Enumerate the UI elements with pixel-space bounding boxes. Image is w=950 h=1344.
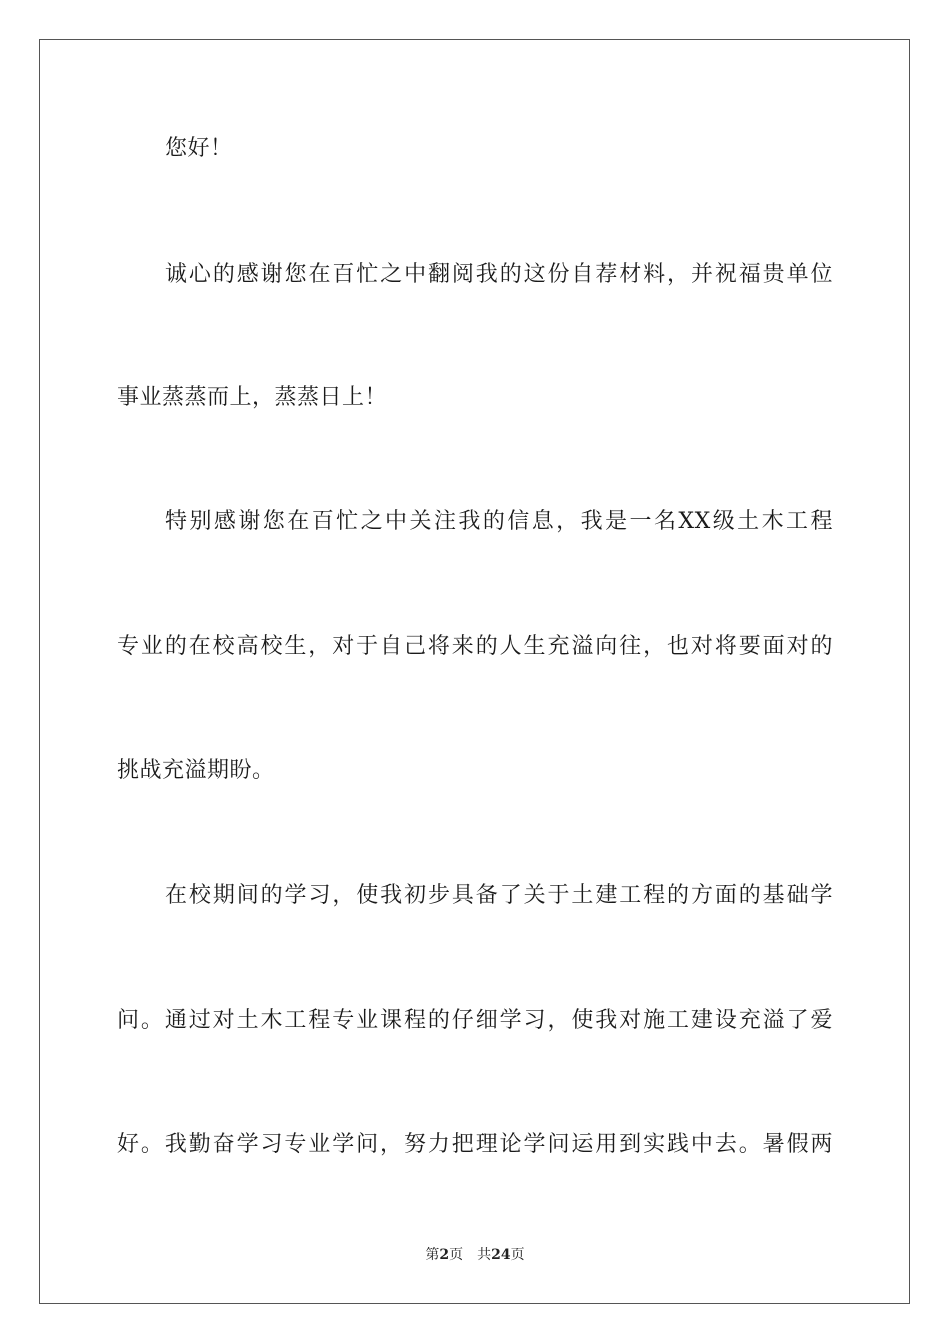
paragraph-2-line-3: 挑战充溢期盼。 [117,758,275,783]
paragraph-2-line-2: 专业的在校高校生，对于自己将来的人生充溢向往，也对将要面对的 [117,634,833,659]
paragraph-3-line-1: 在校期间的学习，使我初步具备了关于土建工程的方面的基础学 [165,883,833,908]
paragraph-3-line-3: 好。我勤奋学习专业学问，努力把理论学问运用到实践中去。暑假两 [117,1132,833,1157]
greeting-line: 您好！ [165,136,233,161]
page-number: 2 [439,1247,450,1263]
page-prefix: 第 [425,1247,440,1263]
page-footer [0,1246,950,1264]
paragraph-1-line-1: 诚心的感谢您在百忙之中翻阅我的这份自荐材料，并祝福贵单位 [165,262,833,287]
paragraph-1-line-2: 事业蒸蒸而上，蒸蒸日上！ [117,385,388,410]
total-prefix: 共 [477,1247,492,1263]
page-suffix: 页 [449,1247,464,1263]
page-frame [39,39,910,1304]
paragraph-3-line-2: 问。通过对土木工程专业课程的仔细学习，使我对施工建设充溢了爱 [117,1008,833,1033]
total-suffix: 页 [510,1247,525,1263]
paragraph-2-line-1: 特别感谢您在百忙之中关注我的信息，我是一名XX级土木工程 [165,509,833,534]
total-pages: 24 [491,1247,511,1263]
